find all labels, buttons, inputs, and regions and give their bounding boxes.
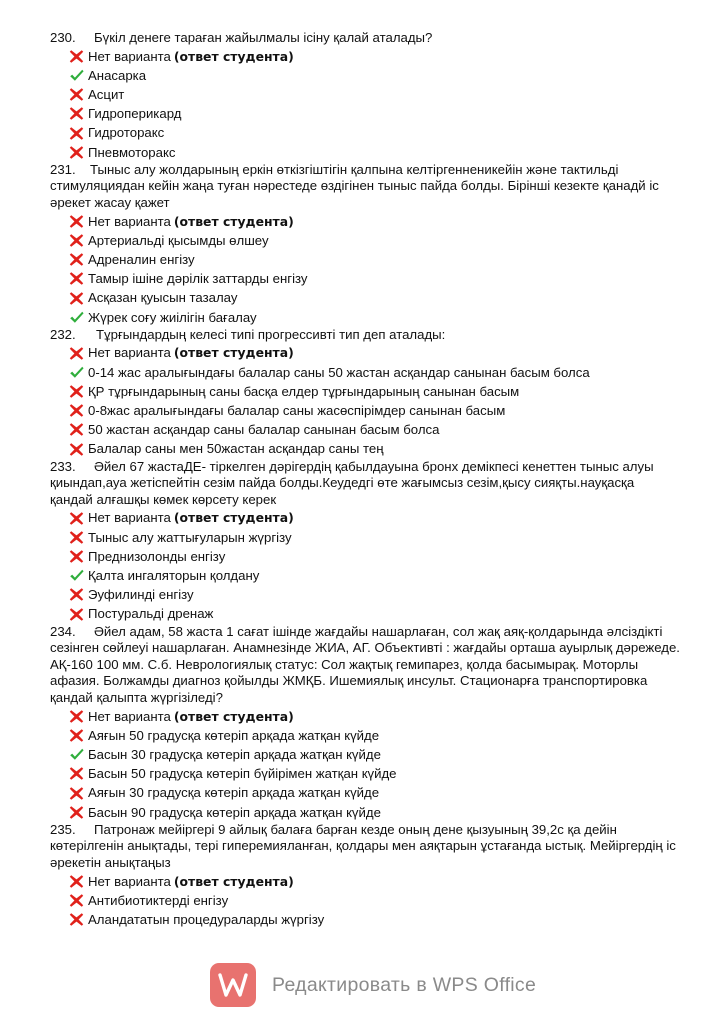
question-text [50, 459, 680, 509]
option-text: Басын 90 градусқа көтеріп арқада жатқан күйде [88, 804, 381, 820]
option-text: 0-8жас аралығындағы балалар саны жасөспірімдер санынан басым [88, 403, 506, 419]
option-text: 0-14 жас аралығындағы балалар саны 50 жастан асқандар санынан басым болса [88, 364, 590, 380]
cross-icon [68, 586, 85, 603]
question-234 [50, 624, 680, 822]
question-body: Тыныс алу жолдарының еркін өткізгіштігін қалпына келтіргенненикейін және тактильді стимуляциядан кейін жаңа туған нәрестеде өздігінен тыныс пайда болды. Бірінші кезекте қанадй іс әрекет жасау қажет [50, 161, 659, 210]
answer-option [68, 231, 680, 250]
answer-option [68, 508, 680, 527]
option-text: ҚР тұрғындарының саны басқа елдер тұрғындарының санынан басым [88, 383, 520, 399]
option-text: Аяғын 50 градусқа көтеріп арқада жатқан күйде [88, 727, 380, 743]
answer-option [68, 308, 680, 327]
question-text [50, 162, 680, 212]
option-text: Асқазан қуысын тазалау [88, 290, 238, 306]
answer-option [68, 143, 680, 162]
answer-option [68, 891, 680, 910]
answer-option [68, 269, 680, 288]
option-text: Нет варианта [88, 708, 171, 724]
option-text: Нет варианта [88, 48, 171, 64]
question-235 [50, 822, 680, 929]
cross-icon [68, 345, 85, 362]
cross-icon [68, 765, 85, 782]
option-text: Тыныс алу жаттығуларын жүргізу [88, 529, 292, 545]
answer-options [50, 47, 680, 162]
option-text: Артериальді қысымды өлшеу [88, 232, 269, 248]
question-number: 235. [50, 821, 76, 837]
option-text: Гидроторакс [88, 125, 165, 141]
option-text: Басын 30 градусқа көтеріп арқада жатқан күйде [88, 747, 381, 762]
option-text: Асцит [88, 87, 125, 102]
cross-icon [68, 892, 85, 909]
question-number: 234. [50, 623, 76, 639]
question-text [50, 624, 680, 707]
cross-icon [68, 125, 85, 142]
question-233 [50, 459, 680, 624]
cross-icon [68, 441, 85, 458]
cross-icon [68, 232, 85, 249]
question-number: 232. [50, 326, 76, 342]
option-text: Нет варианта [88, 213, 171, 229]
question-body: Әйел 67 жастаДЕ- тіркелген дәрігердің қабылдауына бронх демікпесі кенеттен тыныс алуы қиындап,ауа жетіспейтін сезім пайда болды.Кеудедгі өте жағымсыз сезім,қысу сияқты.науқасқа қандай алғашқы көмек көрсету керек [50, 458, 654, 507]
check-icon [68, 309, 85, 326]
check-icon [68, 746, 85, 763]
check-icon [68, 67, 85, 84]
cross-icon [68, 213, 85, 230]
question-number: 230. [50, 30, 76, 45]
answer-options [50, 508, 680, 623]
question-231 [50, 162, 680, 327]
cross-icon [68, 48, 85, 65]
option-text: Пневмоторакс [88, 144, 176, 160]
answer-option [68, 745, 680, 764]
answer-options [50, 212, 680, 327]
student-answer-note: (ответ студента) [173, 213, 294, 229]
answer-option [68, 439, 680, 458]
wps-logo-icon [210, 963, 256, 1007]
answer-option [68, 104, 680, 123]
answer-option [68, 343, 680, 362]
cross-icon [68, 270, 85, 287]
option-text: Нет варианта [88, 345, 171, 361]
answer-option [68, 212, 680, 231]
student-answer-note: (ответ студента) [173, 510, 294, 526]
option-text: Балалар саны мен 50жастан асқандар саны тең [88, 441, 384, 457]
cross-icon [68, 606, 85, 623]
answer-option [68, 528, 680, 547]
cross-icon [68, 708, 85, 725]
answer-option [68, 85, 680, 104]
option-text: Аландататын процедураларды жүргізу [88, 912, 325, 927]
answer-option [68, 566, 680, 585]
option-text: Аяғын 30 градусқа көтеріп арқада жатқан күйде [88, 785, 380, 801]
answer-option [68, 250, 680, 269]
cross-icon [68, 911, 85, 928]
answer-option [68, 123, 680, 142]
cross-icon [68, 402, 85, 419]
option-text: Жүрек соғу жиілігін бағалау [88, 309, 257, 325]
cross-icon [68, 86, 85, 103]
answer-option [68, 288, 680, 307]
option-text: Нет варианта [88, 510, 171, 526]
answer-option [68, 726, 680, 745]
answer-option [68, 585, 680, 604]
answer-options [50, 343, 680, 458]
answer-option [68, 764, 680, 783]
question-232 [50, 327, 680, 459]
student-answer-note: (ответ студента) [173, 345, 294, 361]
answer-option [68, 66, 680, 85]
check-icon [68, 364, 85, 381]
option-text: Басын 50 градусқа көтеріп бүйірімен жатқан күйде [88, 766, 397, 782]
answer-option [68, 910, 680, 929]
option-text: 50 жастан асқандар саны балалар санынан басым болса [88, 422, 440, 438]
edit-in-wps-button[interactable] [210, 963, 540, 1007]
cross-icon [68, 251, 85, 268]
check-icon [68, 567, 85, 584]
option-text: Эуфилинді енгізу [88, 587, 194, 603]
option-text: Нет варианта [88, 873, 171, 889]
answer-options [50, 872, 680, 930]
cross-icon [68, 105, 85, 122]
cross-icon [68, 383, 85, 400]
edit-in-wps-label: Редактировать в WPS Office [272, 973, 537, 996]
option-text: Преднизолонды енгізу [88, 548, 226, 564]
answer-option [68, 604, 680, 623]
answer-option [68, 363, 680, 382]
answer-option [68, 47, 680, 66]
option-text: Постуральді дренаж [88, 606, 214, 622]
answer-option [68, 803, 680, 822]
cross-icon [68, 290, 85, 307]
answer-option [68, 547, 680, 566]
option-text: Адреналин енгізу [88, 252, 195, 267]
question-text [50, 30, 680, 47]
question-230 [50, 30, 680, 162]
answer-options [50, 707, 680, 822]
question-text [50, 822, 680, 872]
question-body: Әйел адам, 58 жаста 1 сағат ішінде жағдайы нашарлаған, сол жақ аяқ-қолдарында әлсіздікті сезінген сөйлеуі нашарлаған. Анамнезінде ЖИА, АГ. Объективті : жағдайы орташа ауырлық дәрежеде. АҚ-160 100 мм. С.б. Неврологиялық статус: Сол жақтық гемипарез, қолда басымырақ. Моторлы афазия. Болжамды диагноз қойылды ЖМҚБ. Ишемиялық инсульт. Стационарға транспортировка қандай қалыпта жүргізіледі? [50, 623, 680, 705]
cross-icon [68, 804, 85, 821]
cross-icon [68, 529, 85, 546]
answer-option [68, 382, 680, 401]
question-text [50, 327, 680, 344]
question-body: Тұрғындардың келесі типі прогрессивті тип деп аталады: [96, 326, 446, 342]
answer-option [68, 783, 680, 802]
option-text: Антибиотиктерді енгізу [88, 892, 229, 908]
option-text: Анасарка [88, 67, 147, 83]
cross-icon [68, 421, 85, 438]
student-answer-note: (ответ студента) [173, 708, 294, 724]
student-answer-note: (ответ студента) [173, 48, 294, 64]
answer-option [68, 872, 680, 891]
answer-option [68, 420, 680, 439]
question-number: 233. [50, 458, 76, 474]
answer-option [68, 707, 680, 726]
student-answer-note: (ответ студента) [173, 873, 294, 889]
question-body: Бүкіл денеге тараған жайылмалы ісіну қалай аталады? [94, 30, 433, 45]
option-text: Гидроперикард [88, 106, 182, 122]
option-text: Қалта ингаляторын қолдану [88, 568, 260, 584]
cross-icon [68, 873, 85, 890]
answer-option [68, 401, 680, 420]
question-number: 231. [50, 161, 76, 177]
document-page [50, 30, 680, 929]
question-body: Патронаж мейіргері 9 айлық балаға барған кезде оның дене қызуының 39,2с қа дейін көтерілгенін анықтады, тері гиперемияланған, қолдары мен аяқтарын ұстағанда ыстық. Мейіргердің іс әрекетін анықтаңыз [50, 821, 676, 870]
cross-icon [68, 144, 85, 161]
cross-icon [68, 785, 85, 802]
cross-icon [68, 727, 85, 744]
option-text: Тамыр ішіне дәрілік заттарды енгізу [88, 271, 308, 287]
cross-icon [68, 548, 85, 565]
cross-icon [68, 510, 85, 527]
